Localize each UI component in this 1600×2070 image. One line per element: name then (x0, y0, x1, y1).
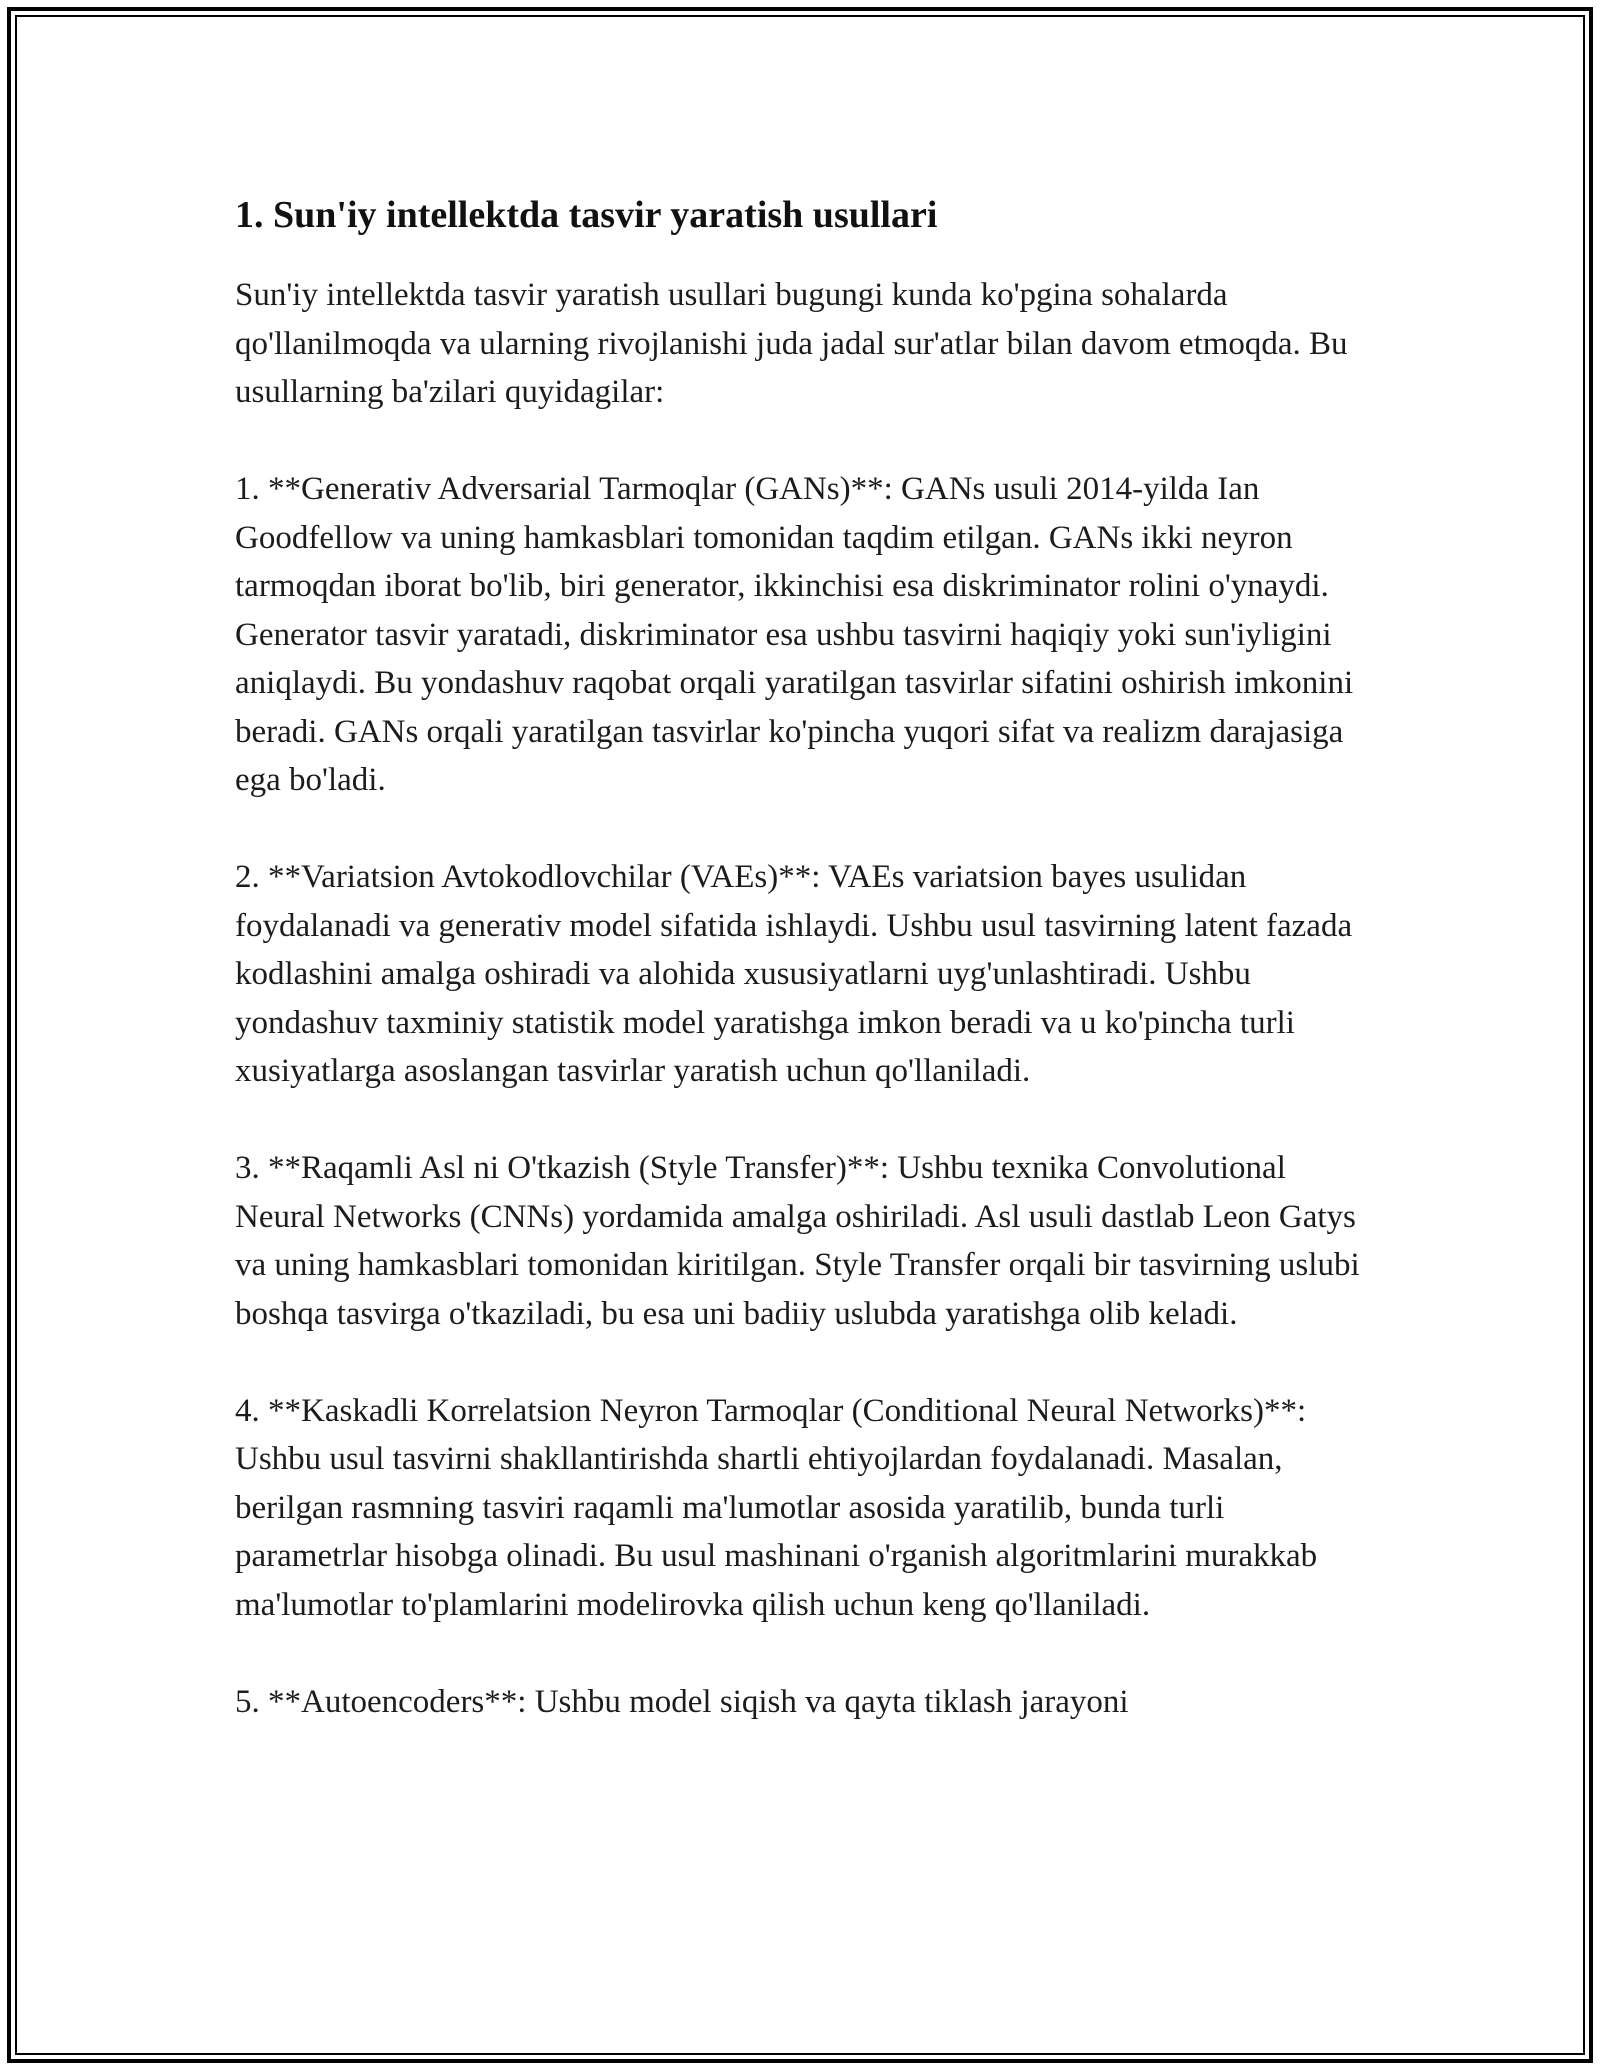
list-item-conditional-networks: 4. **Kaskadli Korrelatsion Neyron Tarmoqlar (Conditional Neural Networks)**: Ushbu usul tasvirni shakllantirishda shartli ehtiyojlardan foydalanadi. Masalan, berilgan rasmning tasviri raqamli ma'lumotlar asosida yaratilib, bunda turli parametrlar hisobga olinadi. Bu usul mashinani o'rganish algoritmlarini murakkab ma'lumotlar to'plamlarini modelirovka qilish uchun keng qo'llaniladi. (235, 1392, 1318, 1623)
list-item-style-transfer: 3. **Raqamli Asl ni O'tkazish (Style Transfer)**: Ushbu texnika Convolutional Neural Networks (CNNs) yordamida amalga oshiriladi. Asl usuli dastlab Leon Gatys va uning hamkasblari tomonidan kiritilgan. Style Transfer orqali bir tasvirning uslubi boshqa tasvirga o'tkaziladi, bu esa uni badiiy uslubda yaratishga olib keladi. (235, 1150, 1360, 1332)
intro-paragraph: Sun'iy intellektda tasvir yaratish usullari bugungi kunda ko'pgina sohalarda qo'llanilmoqda va ularning rivojlanishi juda jadal sur'atlar bilan davom etmoqda. Bu usullarning ba'zilari quyidagilar: (235, 277, 1348, 410)
list-item-vaes: 2. **Variatsion Avtokodlovchilar (VAEs)**: VAEs variatsion bayes usulidan foydalanadi va generativ model sifatida ishlaydi. Ushbu usul tasvirning latent fazada kodlashini amalga oshiradi va alohida xususiyatlarni uyg'unlashtiradi. Ushbu yondashuv taxminiy statistik model yaratishga imkon beradi va u ko'pincha turli xusiyatlarga asoslangan tasvirlar yaratish uchun qo'llaniladi. (235, 859, 1353, 1089)
list-item-gans: 1. **Generativ Adversarial Tarmoqlar (GANs)**: GANs usuli 2014-yilda Ian Goodfellow va uning hamkasblari tomonidan taqdim etilgan. GANs ikki neyron tarmoqdan iborat bo'lib, biri generator, ikkinchisi esa diskriminator rolini o'ynaydi. Generator tasvir yaratadi, diskriminator esa ushbu tasvirni haqiqiy yoki sun'iyligini aniqlaydi. Bu yondashuv raqobat orqali yaratilgan tasvirlar sifatini oshirish imkonini beradi. GANs orqali yaratilgan tasvirlar ko'pincha yuqori sifat va realizm darajasiga ega bo'ladi. (235, 471, 1354, 798)
section-heading: 1. Sun'iy intellektda tasvir yaratish usullari (235, 194, 938, 236)
list-item-autoencoders: 5. **Autoencoders**: Ushbu model siqish va qayta tiklash jarayoni (235, 1683, 1129, 1720)
document-body (235, 185, 1370, 1775)
